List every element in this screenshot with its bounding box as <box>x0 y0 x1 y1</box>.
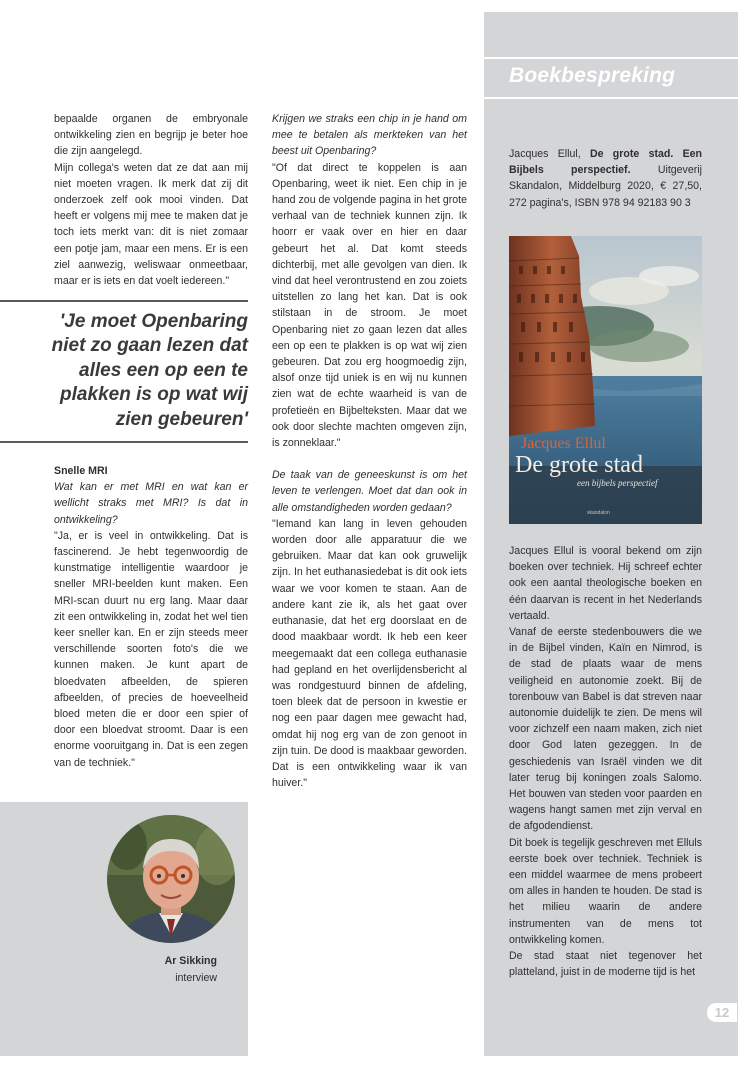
column-1-lower <box>54 463 248 771</box>
interview-question: Krijgen we straks een chip in je hand om mee te betalen als merkteken van het beest uit Openbaring? <box>272 113 467 158</box>
pullquote: 'Je moet Openbaring niet zo gaan lezen dat alles een op een te plakken is op wat wij zien gebeuren' <box>51 311 248 430</box>
book-title: De grote stad. Een Bijbels perspectief. <box>509 148 702 177</box>
interview-question: De taak van de geneeskunst is om het leven te verlengen. Moet dat dan ook in alle omstandigheden worden gedaan? <box>272 469 467 514</box>
paragraph: Jacques Ellul is vooral bekend om zijn boeken over techniek. Hij schreef echter ook een aantal theologische boeken en één daarvan is recent in het Nederlands vertaald. <box>509 545 702 622</box>
cover-title: De grote stad <box>515 452 643 478</box>
interview-question: Wat kan er met MRI en wat kan er wellicht straks met MRI? Is dat in ontwikkeling? <box>54 481 248 526</box>
interview-answer: "Of dat direct te koppelen is aan Openbaring, weet ik niet. Een chip in je hand zou de volgende pagina in het grote verhaal van de techniek kunnen zijn. Ik hoorr er vaak over en hier en daar gebeurt het al. Dat komt steeds dichterbij, met alle gevolgen van dien. Ik vind dat heel verontrustend en zou zoiets uitstellen zo lang het kan. Dat is ook stilstaan in de stroom. Je moet Openbaring niet zo gaan lezen dat alles een op een te plakken is op wat wij zien gebeuren. Dat zou erg hoogmoedig zijn, alsof onze tijd uniek is en wij nu kunnen zien wat de echte waarheid is van de profetieën en Bijbelteksten. Maar dat we ook door slechte machten omgeven zijn, is zonneklaar." <box>272 161 467 450</box>
pullquote-rule-bottom <box>0 441 248 443</box>
title-rule-bottom <box>484 97 738 99</box>
cover-publisher: skandalon <box>587 510 610 516</box>
pullquote-rule-top <box>0 300 248 302</box>
page-number: 12 <box>707 1003 737 1022</box>
cover-author: Jacques Ellul <box>521 435 606 452</box>
section-title: Boekbespreking <box>509 64 676 87</box>
cover-subtitle: een bijbels perspectief <box>577 478 658 488</box>
author-name: Ar Sikking <box>164 955 217 967</box>
interview-answer: "Iemand kan lang in leven gehouden worden door alle apparatuur die we gebruiken. Maar dat kan ook gruwelijk zijn. In het euthanasiedebat is dit ook iets waar we voor komen te staan. Aan de andere kant zie ik, als het gaat over euthanasie, dat het erg doorslaat en de dood maakbaar wordt. Ik heb een keer meegemaakt dat een collega euthanasie had gepland en het overlijdensbericht al was rondgestuurd binnen de afdeling, toen bleek dat de persoon in kwestie er nog een paar dagen mee gewacht had, omdat hij nog erg van de zon genoot in zijn tuin. De dood is maakbaar geworden. Dat is een ontwikkeling waar ik van huiver." <box>272 517 467 790</box>
book-cover-image <box>509 236 702 524</box>
book-details: Uitgeverij Skandalon, Middelburg 2020, € 27,50, 272 pagina's, ISBN 978 94 92183 90 3 <box>509 164 702 209</box>
interview-answer: "Ja, er is veel in ontwikkeling. Dat is fascinerend. Je hebt tegenwoordig de kunstmatige intelligentie waardoor je sneller MRI-beelden kunt maken. Een MRI-scan duurt nu erg lang. Maar daar zit een ontwikkeling in, zodat het wel tien keer sneller kan. En er zijn steeds meer verschillende soorten foto's die we kunnen maken. Je kunt apart de bloedvaten afbeelden, de spieren afbeelden, of precies de hoeveelheid bloed meten die er door een spier of door een bloedvat stroomt. Daar is een enorme vooruitgang in. Dat is een zegen van de techniek." <box>54 529 248 769</box>
paragraph: bepaalde organen de embryonale ontwikkeling zien en begrijp je beter hoe die zijn aangelegd. <box>54 113 248 158</box>
title-rule-top <box>484 57 738 59</box>
subheading: Snelle MRI <box>54 465 108 477</box>
book-citation <box>509 146 702 211</box>
paragraph: De stad staat niet tegenover het platteland, juist in de moderne tijd is het <box>509 950 702 979</box>
book-author: Jacques Ellul, <box>509 148 590 160</box>
author-role: interview <box>175 972 217 984</box>
book-info <box>509 146 702 211</box>
column-1 <box>54 111 248 289</box>
paragraph: Mijn collega's weten dat ze dat aan mij niet moeten vragen. Ik merk dat zij dit onderzoek zelf ook mooi vinden. Dat heeft er volgens mij mee te maken dat je toch iets merkt van: dit is niet zomaar een potje jam, maar een mens. Er is een ziel aanwezig, weliswaar onmeetbaar, maar er is iets en dat voelt iedereen." <box>54 161 248 288</box>
paragraph: Dit boek is tegelijk geschreven met Elluls eerste boek over techniek. Techniek is een middel waarmee de mens probeert om alles in handen te houden. De stad is het milieu waarin de andere instrumenten van de mens tot ontwikkeling komen. <box>509 836 702 946</box>
column-2 <box>272 111 467 791</box>
review-text <box>509 543 702 980</box>
paragraph: Vanaf de eerste stedenbouwers die we in de Bijbel vinden, Kaïn en Nimrod, is de stad de plaats waar de mens veiligheid en autonomie zoekt. Bij de torenbouw van Babel is dat streven naar autonomie duidelijk te zien. De mens wil voor zichzelf een naam maken, zich niet door God laten gezeggen. In de geschiedenis van Israël vinden we dit later terug bij koningen zoals Salomo. Het bouwen van steden voor paarden en wagens hangt samen met zijn verval en de afgodendienst. <box>509 626 702 833</box>
author-photo <box>107 815 235 943</box>
